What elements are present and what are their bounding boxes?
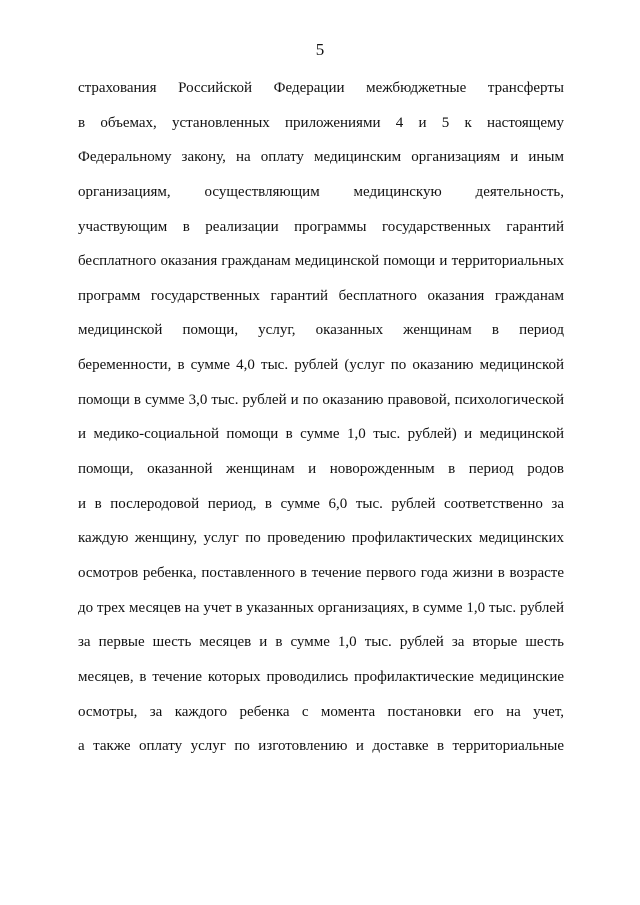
text-line: месяцев, в течение которых проводились профилактические медицинские bbox=[78, 668, 564, 685]
text-line: а также оплату услуг по изготовлению и доставке в территориальные bbox=[78, 738, 564, 755]
body-paragraph bbox=[78, 76, 564, 769]
text-line: помощи в сумме 3,0 тыс. рублей и по оказанию правовой, психологической bbox=[78, 391, 564, 408]
text-line: в объемах, установленных приложениями 4 и 5 к настоящему bbox=[78, 114, 564, 131]
text-line: и в послеродовой период, в сумме 6,0 тыс. рублей соответственно за bbox=[78, 495, 564, 512]
text-line: осмотров ребенка, поставленного в течение первого года жизни в возрасте bbox=[78, 564, 564, 581]
text-line: беременности, в сумме 4,0 тыс. рублей (услуг по оказанию медицинской bbox=[78, 357, 564, 374]
text-line: и медико-социальной помощи в сумме 1,0 тыс. рублей) и медицинской bbox=[78, 426, 564, 443]
text-line: медицинской помощи, услуг, оказанных женщинам в период bbox=[78, 322, 564, 339]
text-line: организациям, осуществляющим медицинскую деятельность, bbox=[78, 183, 564, 200]
text-line: осмотры, за каждого ребенка с момента постановки его на учет, bbox=[78, 703, 564, 720]
text-line: участвующим в реализации программы государственных гарантий bbox=[78, 218, 564, 235]
text-line: Федеральному закону, на оплату медицинским организациям и иным bbox=[78, 149, 564, 166]
text-line: страхования Российской Федерации межбюджетные трансферты bbox=[78, 80, 564, 96]
text-line: за первые шесть месяцев и в сумме 1,0 тыс. рублей за вторые шесть bbox=[78, 634, 564, 651]
page-number: 5 bbox=[315, 40, 325, 59]
text-line: каждую женщину, услуг по проведению профилактических медицинских bbox=[78, 530, 564, 547]
text-line: бесплатного оказания гражданам медицинской помощи и территориальных bbox=[78, 253, 564, 270]
text-line: программ государственных гарантий бесплатного оказания гражданам bbox=[78, 287, 564, 304]
text-line: до трех месяцев на учет в указанных организациях, в сумме 1,0 тыс. рублей bbox=[78, 599, 564, 616]
text-line: помощи, оказанной женщинам и новорожденным в период родов bbox=[78, 461, 564, 478]
